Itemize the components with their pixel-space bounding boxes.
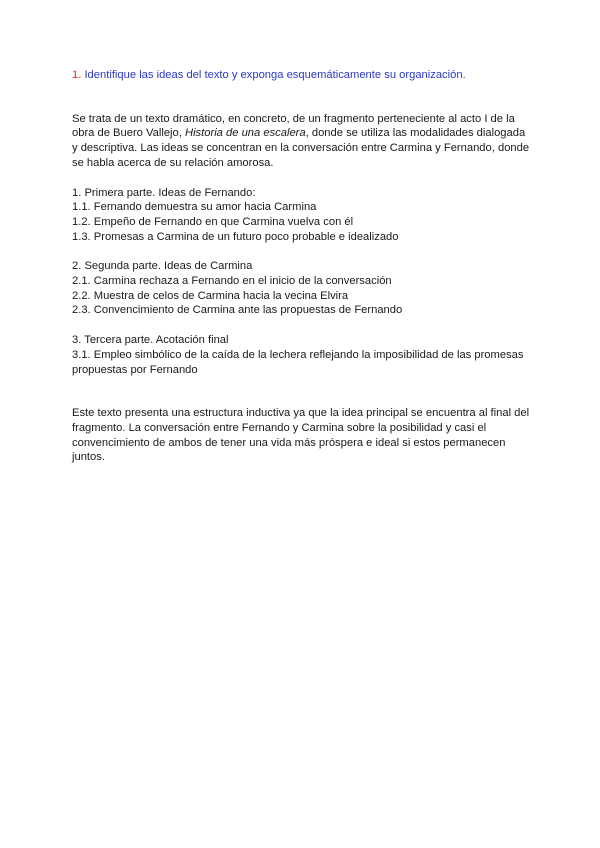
question-text: Identifique las ideas del texto y exponga esquemáticamente su organización. [81,69,466,81]
section-heading: 2. Segunda parte. Ideas de Carmina [72,260,253,273]
section-heading: 1. Primera parte. Ideas de Fernando: [72,186,256,199]
section-3 [72,333,532,377]
work-title: Historia de una escalera [184,127,306,140]
section-item: 1.1. Fernando demuestra su amor hacia Carmina [72,201,317,214]
conclusion-paragraph: Este texto presenta una estructura inductiva ya que la idea principal se encuentra al final del fragmento. La conversación entre Fernando y Carmina sobre la posibilidad y casi el convencimiento de ambos de tener una vida más próspera e ideal si estos permanecen juntos. [72,407,530,464]
section-item: 1.3. Promesas a Carmina de un futuro poco probable e idealizado [72,230,399,243]
section-item: 2.2. Muestra de celos de Carmina hacia la vecina Elvira [72,289,349,302]
intro-text-before: Se trata de un texto dramático, en concreto, de un fragmento perteneciente al acto I de la obra de Buero Vallejo, [72,112,515,140]
section-heading: 3. Tercera parte. Acotación final [72,334,229,347]
intro-text-after: , donde se utiliza las modalidades dialogada y descriptiva. Las ideas se concentran en la conversación entre Carmina y Fernando, donde se habla acerca de su relación amorosa. [72,127,530,169]
section-item: 1.2. Empeño de Fernando en que Carmina vuelva con él [72,215,354,228]
document-page [72,68,532,465]
section-1 [72,186,532,245]
section-item: 2.3. Convencimiento de Carmina ante las propuestas de Fernando [72,304,403,317]
section-2 [72,259,532,318]
question-heading [72,68,532,83]
question-number: 1. [72,69,82,81]
intro-paragraph [72,112,532,171]
section-item: 3.1. Empleo simbólico de la caída de la lechera reflejando la imposibilidad de las promesas propuestas por Fernando [72,348,524,376]
section-item: 2.1. Carmina rechaza a Fernando en el inicio de la conversación [72,275,392,288]
